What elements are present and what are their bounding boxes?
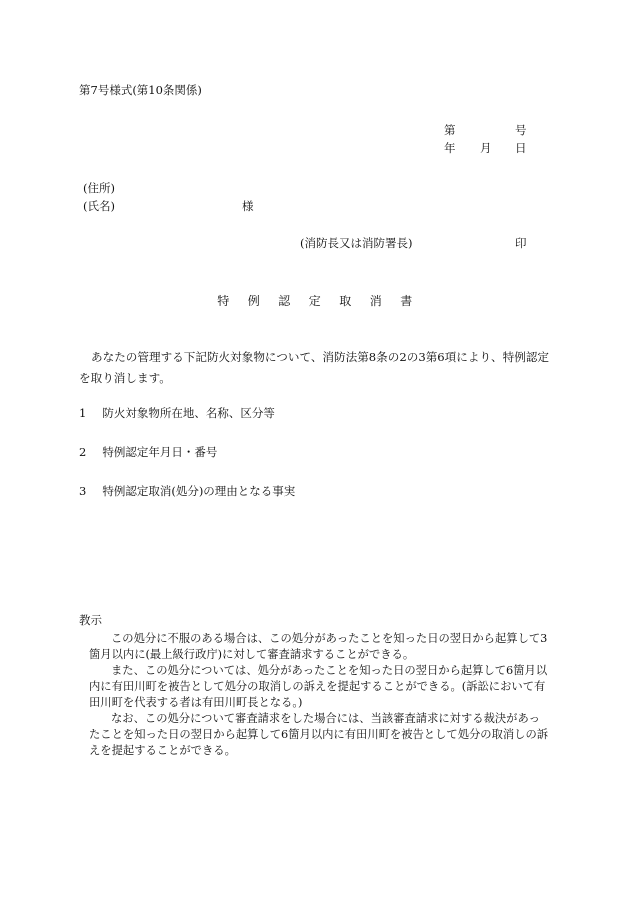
item-text: 防火対象物所在地、名称、区分等	[102, 406, 275, 420]
body-text: あなたの管理する下記防火対象物について、消防法第8条の2の3第6項により、特例認定を取り消します。	[79, 350, 550, 385]
item-number: 2	[79, 445, 87, 459]
kyoji-paragraph: なお、この処分について審査請求をした場合には、当該審査請求に対する裁決があったことを知った日の翌日から起算して6箇月以内に有田川町を被告として処分の取消しの訴えを提起することができる。	[89, 712, 549, 757]
title-char: 特	[217, 294, 230, 308]
seal-mark: 印	[515, 236, 527, 250]
date-day: 日	[515, 141, 527, 155]
title-char: 定	[308, 294, 322, 308]
title-char: 認	[278, 294, 291, 308]
issuer-title: (消防長又は消防署長)	[300, 236, 413, 250]
date-month: 月	[480, 141, 492, 155]
address-label: (住所)	[83, 181, 115, 195]
item-number: 1	[79, 406, 87, 420]
title-char: 消	[369, 294, 383, 308]
item-1	[79, 405, 275, 422]
kyoji-heading: 教示	[79, 613, 102, 627]
item-number: 3	[79, 484, 87, 498]
honorific: 様	[242, 199, 254, 213]
item-3	[79, 483, 295, 500]
title-char: 書	[400, 294, 413, 308]
kyoji-paragraph: また、この処分については、処分があったことを知った日の翌日から起算して6箇月以内に有田川町を被告として処分の取消しの訴えを提起することができる。(訴訟において有田川町を代表する者は有田川町長となる。)	[89, 664, 548, 709]
item-2	[79, 444, 217, 461]
name-label: (氏名)	[83, 199, 115, 213]
title-char: 取	[339, 294, 352, 308]
document-title	[0, 292, 630, 310]
item-text: 特例認定取消(処分)の理由となる事実	[102, 484, 296, 498]
number-suffix: 号	[515, 123, 527, 137]
kyoji-paragraph: この処分に不服のある場合は、この処分があったことを知った日の翌日から起算して3箇月以内に(最上級行政庁)に対して審査請求することができる。	[89, 632, 548, 661]
date-year: 年	[444, 141, 456, 155]
number-prefix: 第	[444, 123, 456, 137]
kyoji-body	[79, 631, 549, 759]
item-text: 特例認定年月日・番号	[102, 445, 218, 459]
title-char: 例	[247, 294, 261, 308]
form-label: 第7号様式(第10条関係)	[79, 83, 202, 97]
